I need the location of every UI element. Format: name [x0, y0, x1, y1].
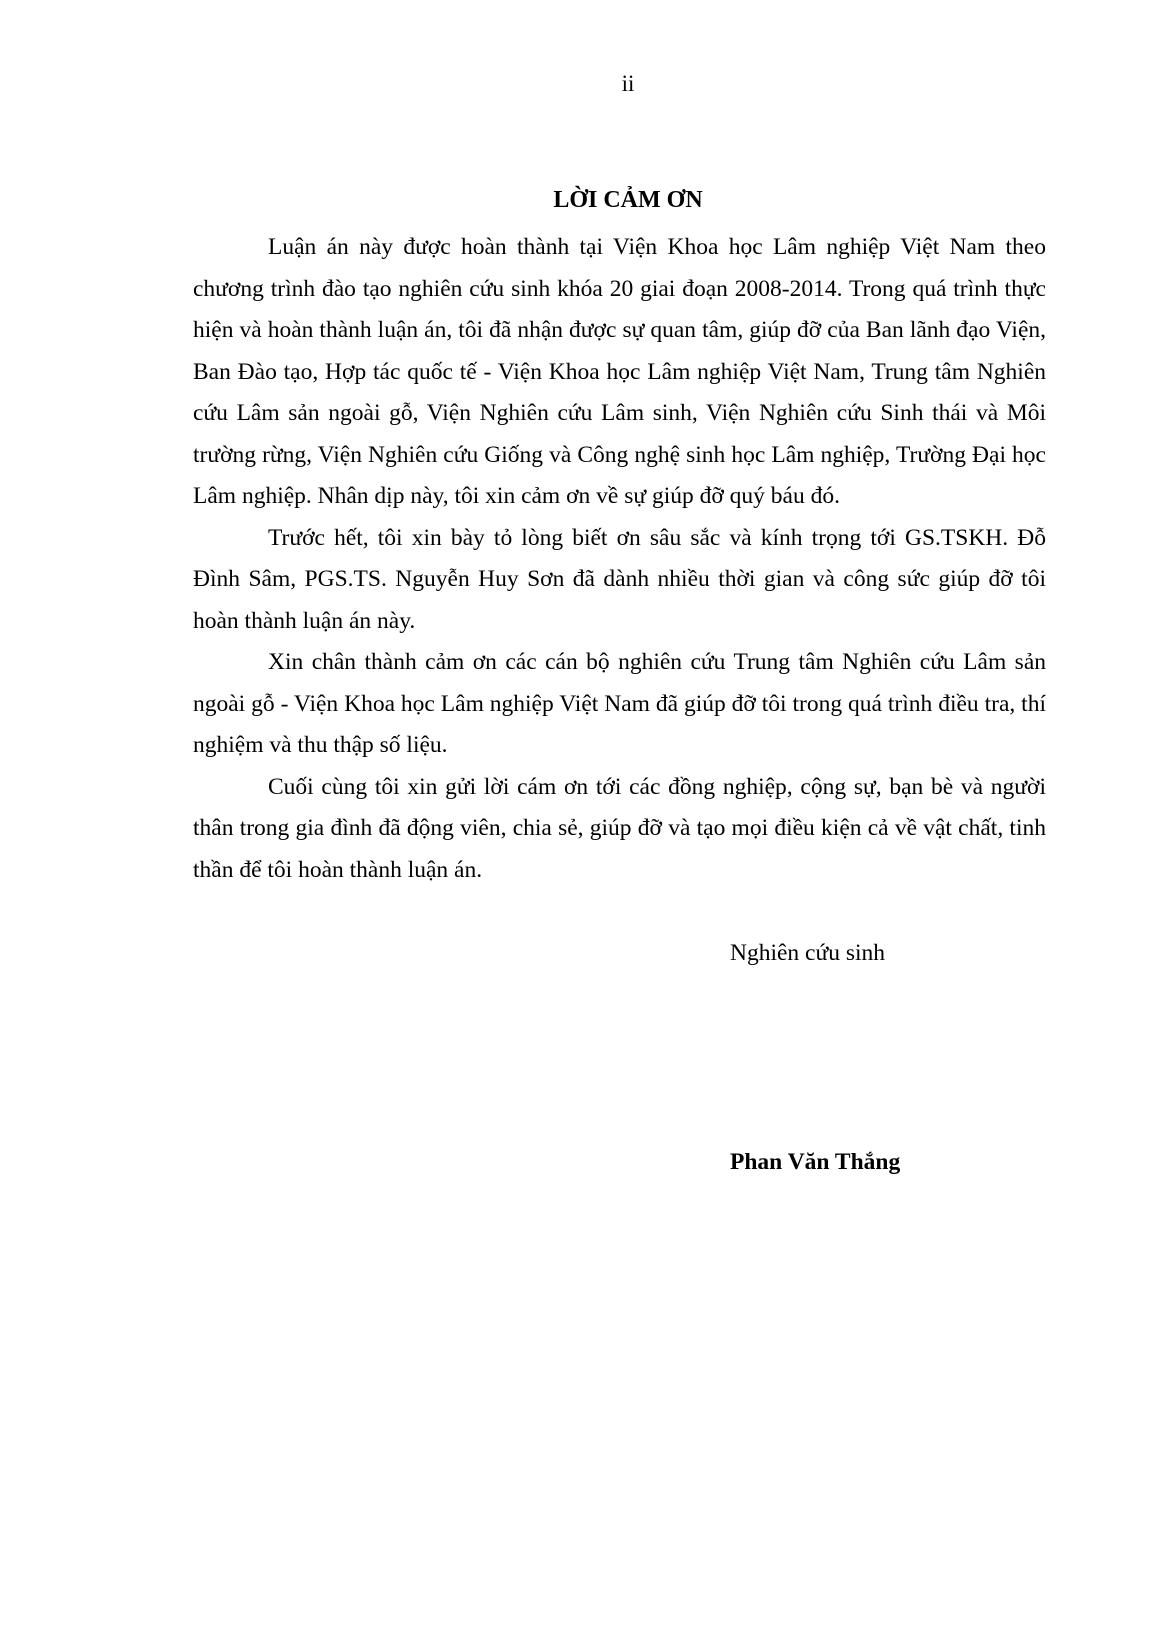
- paragraph: Cuối cùng tôi xin gửi lời cám ơn tới các đồng nghiệp, cộng sự, bạn bè và người thân trong gia đình đã động viên, chia sẻ, giúp đỡ và tạo mọi điều kiện cả về vật chất, tinh thần để tôi hoàn thành luận án.: [193, 773, 1046, 883]
- paragraph: Luận án này được hoàn thành tại Viện Khoa học Lâm nghiệp Việt Nam theo chương trình đào tạo nghiên cứu sinh khóa 20 giai đoạn 2008-2014. Trong quá trình thực hiện và hoàn thành luận án, tôi đã nhận được sự quan tâm, giúp đỡ của Ban lãnh đạo Viện, Ban Đào tạo, Hợp tác quốc tế - Viện Khoa học Lâm nghiệp Việt Nam, Trung tâm Nghiên cứu Lâm sản ngoài gỗ, Viện Nghiên cứu Lâm sinh, Viện Nghiên cứu Sinh thái và Môi trường rừng, Viện Nghiên cứu Giống và Công nghệ sinh học Lâm nghiệp, Trường Đại học Lâm nghiệp. Nhân dịp này, tôi xin cảm ơn về sự giúp đỡ quý báu đó.: [193, 234, 1046, 509]
- signer-name: Phan Văn Thắng: [730, 1149, 901, 1175]
- acknowledgement-body: [193, 227, 1046, 891]
- page-title: LỜI CẢM ƠN: [553, 187, 703, 213]
- paragraph: Trước hết, tôi xin bày tỏ lòng biết ơn sâu sắc và kính trọng tới GS.TSKH. Đỗ Đình Sâm, PGS.TS. Nguyễn Huy Sơn đã dành nhiều thời gian và công sức giúp đỡ tôi hoàn thành luận án này.: [193, 524, 1046, 634]
- page-number: ii: [621, 71, 635, 96]
- paragraph: Xin chân thành cảm ơn các cán bộ nghiên cứu Trung tâm Nghiên cứu Lâm sản ngoài gỗ - Viện Khoa học Lâm nghiệp Việt Nam đã giúp đỡ tôi trong quá trình điều tra, thí nghiệm và thu thập số liệu.: [193, 649, 1046, 758]
- signer-role: Nghiên cứu sinh: [730, 940, 886, 966]
